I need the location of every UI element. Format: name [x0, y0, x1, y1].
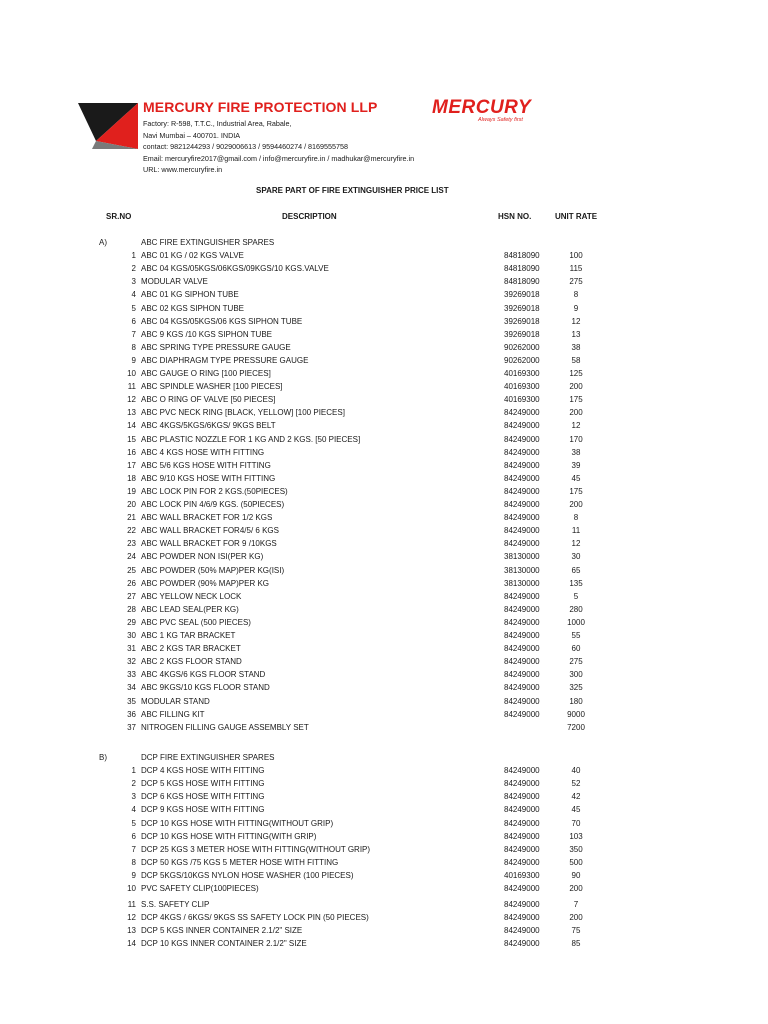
item-number: 17	[127, 460, 136, 470]
item-description: DCP 9 KGS HOSE WITH FITTING	[141, 805, 265, 815]
item-number: 9	[131, 355, 136, 365]
table-row	[0, 406, 768, 419]
item-rate: 70	[571, 818, 581, 828]
item-number: 21	[127, 513, 136, 523]
item-description: DCP 5 KGS INNER CONTAINER 2.1/2" SIZE	[141, 926, 303, 936]
table-row	[0, 485, 768, 498]
item-description: S.S. SAFETY CLIP	[141, 900, 210, 910]
item-description: ABC 9/10 KGS HOSE WITH FITTING	[141, 473, 276, 483]
table-row	[0, 869, 768, 882]
item-description: DCP 50 KGS /75 KGS 5 METER HOSE WITH FITTING	[141, 857, 339, 867]
table-row	[0, 856, 768, 869]
item-hsn: 84249000	[504, 421, 540, 431]
item-rate: 9000	[567, 709, 585, 719]
table-row	[0, 577, 768, 590]
item-hsn: 84249000	[504, 486, 540, 496]
item-description: ABC WALL BRACKET FOR 9 /10KGS	[141, 539, 277, 549]
item-description: PVC SAFETY CLIP(100PIECES)	[141, 884, 259, 893]
item-rate: 135	[569, 578, 583, 588]
item-hsn: 84249000	[504, 539, 540, 549]
item-number: 3	[131, 792, 136, 802]
item-hsn: 38130000	[504, 578, 540, 588]
table-row	[0, 446, 768, 459]
item-number: 5	[131, 818, 136, 828]
factory-address: Factory: R-598, T.T.C., Industrial Area, Rabale,	[143, 119, 292, 128]
item-description: ABC 5/6 KGS HOSE WITH FITTING	[141, 460, 271, 470]
item-description: ABC DIAPHRAGM TYPE PRESSURE GAUGE	[141, 355, 309, 365]
table-row	[0, 777, 768, 790]
table-row	[0, 937, 768, 950]
item-number: 16	[127, 447, 136, 457]
table-row	[0, 911, 768, 924]
item-description: DCP 4KGS / 6KGS/ 9KGS SS SAFETY LOCK PIN (50 PIECES)	[141, 913, 369, 923]
item-rate: 8	[573, 513, 579, 523]
item-description: ABC LOCK PIN 4/6/9 KGS. (50PIECES)	[141, 500, 285, 509]
table-row	[0, 790, 768, 803]
item-hsn: 84249000	[504, 644, 540, 654]
item-hsn: 84818090	[504, 277, 540, 287]
section-header	[0, 751, 768, 764]
item-rate: 500	[569, 857, 583, 867]
section-title: ABC FIRE EXTINGUISHER SPARES	[141, 238, 275, 247]
item-number: 32	[127, 657, 136, 667]
item-hsn: 39269018	[504, 329, 540, 339]
item-rate: 52	[571, 779, 581, 789]
item-hsn: 84249000	[504, 604, 540, 614]
item-hsn: 84249000	[504, 473, 540, 483]
table-row	[0, 262, 768, 275]
table-row	[0, 498, 768, 511]
item-rate: 90	[571, 870, 581, 880]
table-row	[0, 367, 768, 380]
table-row	[0, 590, 768, 603]
item-description: ABC SPINDLE WASHER [100 PIECES]	[141, 382, 283, 392]
table-row	[0, 695, 768, 708]
table-row	[0, 817, 768, 830]
item-rate: 65	[571, 565, 581, 575]
item-rate: 45	[571, 805, 581, 815]
item-rate: 75	[571, 926, 581, 936]
item-hsn: 38130000	[504, 565, 540, 575]
table-row	[0, 550, 768, 563]
item-number: 19	[127, 486, 136, 496]
table-row	[0, 433, 768, 446]
item-number: 12	[127, 913, 136, 923]
table-row	[0, 603, 768, 616]
table-row	[0, 616, 768, 629]
document-title: SPARE PART OF FIRE EXTINGUISHER PRICE LIST	[256, 186, 449, 195]
table-row	[0, 629, 768, 642]
item-hsn: 84249000	[504, 408, 540, 418]
table-row	[0, 354, 768, 367]
item-hsn: 84249000	[504, 434, 540, 444]
item-hsn: 40169300	[504, 382, 540, 392]
item-number: 10	[127, 369, 136, 378]
item-hsn: 39269018	[504, 316, 540, 326]
item-rate: 125	[569, 369, 583, 378]
contact-line: contact: 9821244293 / 9029006613 / 9594460274 / 8169555758	[143, 142, 349, 152]
item-hsn: 90262000	[504, 355, 540, 365]
item-number: 8	[131, 342, 136, 352]
item-rate: 38	[571, 447, 581, 457]
item-description: ABC 04 KGS/05KGS/06KGS/09KGS/10 KGS.VALVE	[141, 264, 329, 274]
column-header-description: DESCRIPTION	[282, 212, 337, 221]
item-description: DCP 10 KGS HOSE WITH FITTING(WITHOUT GRIP)	[141, 818, 334, 828]
item-rate: 13	[571, 329, 581, 339]
item-description: ABC YELLOW NECK LOCK	[141, 591, 242, 601]
table-row	[0, 882, 768, 895]
item-number: 34	[127, 683, 136, 693]
item-rate: 12	[571, 539, 581, 549]
table-row	[0, 315, 768, 328]
item-description: ABC LEAD SEAL(PER KG)	[141, 604, 239, 614]
item-number: 10	[127, 884, 136, 893]
item-hsn: 84249000	[504, 709, 540, 719]
item-number: 11	[127, 382, 136, 392]
item-rate: 280	[569, 604, 583, 614]
city-line: Navi Mumbai – 400701. INDIA	[143, 130, 241, 140]
table-row	[0, 564, 768, 577]
item-rate: 1000	[567, 617, 585, 627]
item-description: DCP 5KGS/10KGS NYLON HOSE WASHER (100 PIECES)	[141, 870, 354, 880]
item-rate: 115	[569, 264, 583, 274]
item-number: 26	[127, 578, 136, 588]
item-description: MODULAR STAND	[141, 696, 210, 706]
item-rate: 200	[569, 382, 583, 392]
item-hsn: 84249000	[504, 900, 540, 910]
item-hsn: 84249000	[504, 884, 540, 893]
item-hsn: 84249000	[504, 513, 540, 523]
item-description: ABC 4KGS/5KGS/6KGS/ 9KGS BELT	[141, 421, 276, 431]
column-header-srno: SR.NO	[106, 212, 132, 221]
item-rate: 30	[571, 552, 581, 562]
item-number: 24	[127, 552, 136, 562]
item-number: 7	[131, 329, 136, 339]
item-number: 3	[131, 277, 136, 287]
item-number: 23	[127, 539, 136, 549]
item-number: 13	[127, 408, 136, 418]
item-description: ABC 02 KGS SIPHON TUBE	[141, 303, 244, 313]
item-description: ABC FILLING KIT	[141, 709, 205, 719]
item-rate: 39	[571, 460, 581, 470]
table-row	[0, 393, 768, 406]
item-description: ABC WALL BRACKET FOR4/5/ 6 KGS	[141, 526, 279, 536]
section-label: A)	[99, 238, 107, 247]
item-rate: 103	[569, 831, 583, 841]
item-hsn: 84249000	[504, 805, 540, 815]
item-description: ABC WALL BRACKET FOR 1/2 KGS	[141, 513, 273, 523]
item-number: 30	[127, 631, 136, 640]
item-rate: 325	[569, 683, 583, 693]
item-hsn: 84249000	[504, 447, 540, 457]
table-row	[0, 537, 768, 550]
item-rate: 275	[569, 657, 583, 667]
item-number: 4	[131, 805, 136, 815]
item-rate: 7200	[567, 722, 585, 732]
item-hsn: 84249000	[504, 831, 540, 841]
item-hsn: 84249000	[504, 500, 540, 509]
table-row	[0, 898, 768, 911]
item-number: 31	[127, 644, 136, 654]
item-description: ABC PLASTIC NOZZLE FOR 1 KG AND 2 KGS. [50 PIECES]	[141, 434, 361, 444]
item-number: 8	[131, 857, 136, 867]
item-hsn: 84249000	[504, 591, 540, 601]
item-rate: 350	[569, 844, 583, 854]
item-description: ABC 04 KGS/05KGS/06 KGS SIPHON TUBE	[141, 316, 303, 326]
item-hsn: 84249000	[504, 617, 540, 627]
item-hsn: 38130000	[504, 552, 540, 562]
item-description: ABC O RING OF VALVE [50 PIECES]	[141, 395, 276, 405]
table-row	[0, 328, 768, 341]
item-number: 14	[127, 421, 136, 431]
item-number: 28	[127, 604, 136, 614]
table-row	[0, 459, 768, 472]
item-rate: 100	[569, 251, 583, 261]
item-hsn: 84818090	[504, 251, 540, 261]
item-rate: 275	[569, 277, 583, 287]
item-number: 6	[131, 316, 136, 326]
table-row	[0, 288, 768, 301]
item-hsn: 84249000	[504, 913, 540, 923]
item-hsn: 84249000	[504, 526, 540, 536]
item-number: 36	[127, 709, 136, 719]
item-rate: 5	[573, 591, 579, 601]
item-rate: 42	[571, 792, 581, 802]
item-hsn: 84249000	[504, 670, 540, 680]
email-line: Email: mercuryfire2017@gmail.com / info@mercuryfire.in / madhukar@mercuryfire.in	[143, 153, 415, 163]
table-row	[0, 655, 768, 668]
section-title: DCP FIRE EXTINGUISHER SPARES	[141, 753, 275, 762]
item-rate: 11	[571, 526, 581, 536]
item-description: ABC 4 KGS HOSE WITH FITTING	[141, 447, 265, 457]
item-hsn: 84249000	[504, 844, 540, 854]
column-header-rate: UNIT RATE	[555, 212, 598, 221]
item-hsn: 90262000	[504, 342, 540, 352]
company-name: MERCURY FIRE PROTECTION LLP	[143, 99, 378, 115]
item-rate: 55	[571, 631, 581, 640]
item-number: 37	[127, 722, 136, 732]
item-hsn: 39269018	[504, 303, 540, 313]
item-rate: 200	[569, 884, 583, 893]
item-rate: 175	[569, 395, 583, 405]
item-description: ABC PVC SEAL (500 PIECES)	[141, 617, 251, 627]
company-address	[143, 118, 414, 176]
item-number: 33	[127, 670, 136, 680]
item-description: DCP 10 KGS HOSE WITH FITTING(WITH GRIP)	[141, 831, 317, 841]
item-number: 29	[127, 617, 136, 627]
table-row	[0, 419, 768, 432]
item-hsn: 40169300	[504, 395, 540, 405]
item-description: ABC SPRING TYPE PRESSURE GAUGE	[141, 342, 291, 352]
item-hsn: 84249000	[504, 766, 540, 776]
item-hsn: 84249000	[504, 792, 540, 802]
item-description: DCP 4 KGS HOSE WITH FITTING	[141, 766, 265, 776]
item-rate: 7	[573, 900, 579, 910]
item-description: DCP 25 KGS 3 METER HOSE WITH FITTING(WITHOUT GRIP)	[141, 844, 371, 854]
item-number: 12	[127, 395, 136, 405]
item-rate: 12	[571, 421, 581, 431]
item-description: ABC PVC NECK RING [BLACK, YELLOW] [100 PIECES]	[141, 408, 345, 418]
table-row	[0, 803, 768, 816]
item-hsn: 84249000	[504, 657, 540, 667]
item-description: ABC 01 KG / 02 KGS VALVE	[141, 251, 244, 261]
table-row	[0, 681, 768, 694]
table-row	[0, 668, 768, 681]
table-row	[0, 472, 768, 485]
table-row	[0, 249, 768, 262]
column-header-hsn: HSN NO.	[498, 212, 532, 221]
table-row	[0, 721, 768, 734]
item-rate: 85	[571, 939, 581, 949]
item-hsn: 84249000	[504, 818, 540, 828]
table-row	[0, 764, 768, 777]
table-row	[0, 302, 768, 315]
item-number: 5	[131, 303, 136, 313]
item-description: ABC 1 KG TAR BRACKET	[141, 631, 236, 640]
item-number: 20	[127, 500, 136, 509]
item-description: ABC 2 KGS FLOOR STAND	[141, 657, 242, 667]
item-rate: 45	[571, 473, 581, 483]
section-header	[0, 236, 768, 249]
item-rate: 200	[569, 500, 583, 509]
item-number: 9	[131, 870, 136, 880]
item-number: 27	[127, 591, 136, 601]
table-row	[0, 275, 768, 288]
item-description: ABC 9 KGS /10 KGS SIPHON TUBE	[141, 329, 273, 339]
item-description: DCP 6 KGS HOSE WITH FITTING	[141, 792, 265, 802]
item-hsn: 84249000	[504, 631, 540, 640]
item-hsn: 84249000	[504, 460, 540, 470]
item-number: 18	[127, 473, 136, 483]
item-number: 6	[131, 831, 136, 841]
item-number: 1	[131, 766, 136, 776]
brand-tagline: Always Safety first	[478, 117, 523, 123]
item-rate: 9	[573, 303, 579, 313]
item-description: ABC 01 KG SIPHON TUBE	[141, 290, 239, 300]
table-row	[0, 524, 768, 537]
table-row	[0, 830, 768, 843]
table-row	[0, 924, 768, 937]
item-hsn: 84249000	[504, 683, 540, 693]
item-rate: 200	[569, 408, 583, 418]
item-rate: 60	[571, 644, 581, 654]
item-number: 7	[131, 844, 136, 854]
item-hsn: 84249000	[504, 926, 540, 936]
item-hsn: 84818090	[504, 264, 540, 274]
table-row	[0, 642, 768, 655]
item-number: 13	[127, 926, 136, 936]
item-description: ABC 9KGS/10 KGS FLOOR STAND	[141, 683, 270, 693]
url-line: URL: www.mercuryfire.in	[143, 165, 223, 175]
item-rate: 8	[573, 290, 579, 300]
table-row	[0, 708, 768, 721]
item-number: 15	[127, 434, 136, 444]
item-rate: 180	[569, 696, 583, 706]
item-rate: 175	[569, 486, 583, 496]
item-hsn: 84249000	[504, 696, 540, 706]
item-rate: 300	[569, 670, 583, 680]
item-description: DCP 5 KGS HOSE WITH FITTING	[141, 779, 265, 789]
item-number: 11	[127, 900, 136, 910]
brand-logo: MERCURY	[432, 97, 532, 118]
item-number: 35	[127, 696, 136, 706]
item-description: NITROGEN FILLING GAUGE ASSEMBLY SET	[141, 722, 309, 732]
item-description: ABC 4KGS/6 KGS FLOOR STAND	[141, 670, 266, 680]
item-number: 1	[131, 251, 136, 261]
item-number: 2	[131, 264, 136, 274]
item-number: 14	[127, 939, 136, 949]
item-hsn: 84249000	[504, 857, 540, 867]
item-rate: 12	[571, 316, 581, 326]
company-logo-icon	[78, 103, 138, 149]
item-description: MODULAR VALVE	[141, 277, 208, 287]
item-description: ABC 2 KGS TAR BRACKET	[141, 644, 241, 654]
item-description: ABC GAUGE O RING [100 PIECES]	[141, 369, 271, 378]
item-hsn: 40169300	[504, 870, 540, 880]
table-row	[0, 341, 768, 354]
item-rate: 58	[571, 355, 581, 365]
item-rate: 38	[571, 342, 581, 352]
table-row	[0, 511, 768, 524]
section-label: B)	[99, 753, 107, 762]
table-row	[0, 380, 768, 393]
item-number: 25	[127, 565, 136, 575]
table-row	[0, 843, 768, 856]
item-description: ABC POWDER NON ISI(PER KG)	[141, 552, 264, 562]
item-description: DCP 10 KGS INNER CONTAINER 2.1/2" SIZE	[141, 939, 307, 949]
item-rate: 200	[569, 913, 583, 923]
item-hsn: 84249000	[504, 779, 540, 789]
item-rate: 40	[571, 766, 581, 776]
item-number: 4	[131, 290, 136, 300]
item-rate: 170	[569, 434, 583, 444]
item-description: ABC POWDER (90% MAP)PER KG	[141, 578, 270, 588]
item-number: 22	[127, 526, 136, 536]
item-number: 2	[131, 779, 136, 789]
item-hsn: 39269018	[504, 290, 540, 300]
item-description: ABC LOCK PIN FOR 2 KGS.(50PIECES)	[141, 486, 288, 496]
item-hsn: 84249000	[504, 939, 540, 949]
item-description: ABC POWDER (50% MAP)PER KG(ISI)	[141, 565, 285, 575]
item-hsn: 40169300	[504, 369, 540, 378]
